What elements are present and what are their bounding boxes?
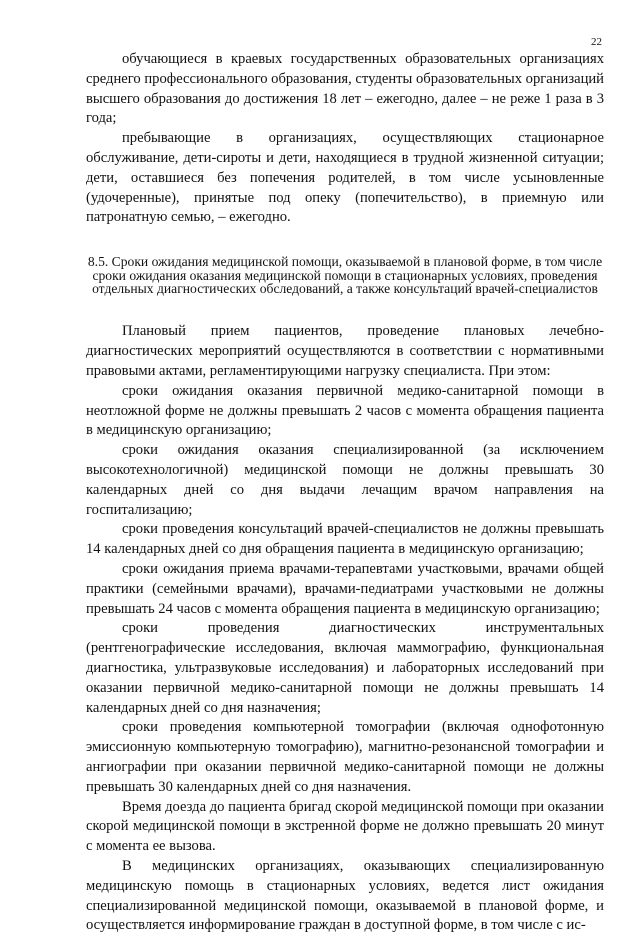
body-paragraph: сроки проведения консультаций врачей-специалистов не должны превышать 14 календарных дней со дня обращения пациента в медицинскую организацию;: [86, 521, 604, 558]
intro-paragraph: пребывающие в организациях, осуществляющих стационарное обслуживание, дети-сироты и дети, находящиеся в трудной жизненной ситуации; дети, оставшиеся без попечения родителей, в том числе усыновленные (удочеренные), принятые под опеку (попечительство), в приемную или патронатную семью, – ежегодно.: [86, 130, 604, 226]
body-paragraph: Время доезда до пациента бригад скорой медицинской помощи при оказании скорой медицинской помощи в экстренной форме не должно превышать 20 минут с момента ее вызова.: [86, 798, 604, 855]
body-paragraph: сроки ожидания приема врачами-терапевтами участковыми, врачами общей практики (семейными врачами), врачами-педиатрами участковыми не должны превышать 24 часов с момента обращения пациента в медицинскую организацию;: [86, 560, 604, 617]
body-paragraph: Плановый прием пациентов, проведение плановых лечебно-диагностических мероприятий осуществляются в соответствии с нормативными правовыми актами, регламентирующими нагрузку специалиста. При этом:: [86, 323, 604, 379]
document-body: [86, 50, 604, 936]
body-paragraph: сроки ожидания оказания первичной медико-санитарной помощи в неотложной форме не должны превышать 2 часов с момента обращения пациента в медицинскую организацию;: [86, 382, 604, 439]
body-paragraph: сроки ожидания оказания специализированной (за исключением высокотехнологичной) медицинской помощи не должны превышать 30 календарных дней со дня выдачи лечащим врачом направления на госпитализацию;: [86, 442, 604, 518]
intro-paragraph: обучающиеся в краевых государственных образовательных организациях среднего профессионального образования, студенты образовательных организаций высшего образования до достижения 18 лет – ежегодно, далее – не реже 1 раза в 3 года;: [86, 51, 604, 127]
body-paragraph: сроки проведения диагностических инструментальных (рентгенографические исследования, включая маммографию, функциональная диагностика, ультразвуковые исследования) и лабораторных исследований при оказании первичной медико-санитарной помощи не должны превышать 14 календарных дней со дня назначения;: [86, 620, 604, 716]
body-paragraph: В медицинских организациях, оказывающих специализированную медицинскую помощь в стационарных условиях, ведется лист ожидания специализированной медицинской помощи, оказываемой в плановой форме, и осуществляется информирование граждан в доступной форме, в том числе с ис-: [86, 857, 604, 934]
body-paragraph: сроки проведения компьютерной томографии (включая однофотонную эмиссионную компьютерную томографию), магнитно-резонансной томографии и ангиографии при оказании первичной медико-санитарной помощи не должны превышать 30 календарных дней со дня назначения.: [86, 719, 604, 795]
section-heading: 8.5. Сроки ожидания медицинской помощи, оказываемой в плановой форме, в том числе сроки ожидания оказания медицинской помощи в стационарных условиях, проведения отдельных диагностических обследований, а также консультаций врачей-специалистов: [87, 254, 603, 296]
page-number: 22: [591, 36, 602, 48]
